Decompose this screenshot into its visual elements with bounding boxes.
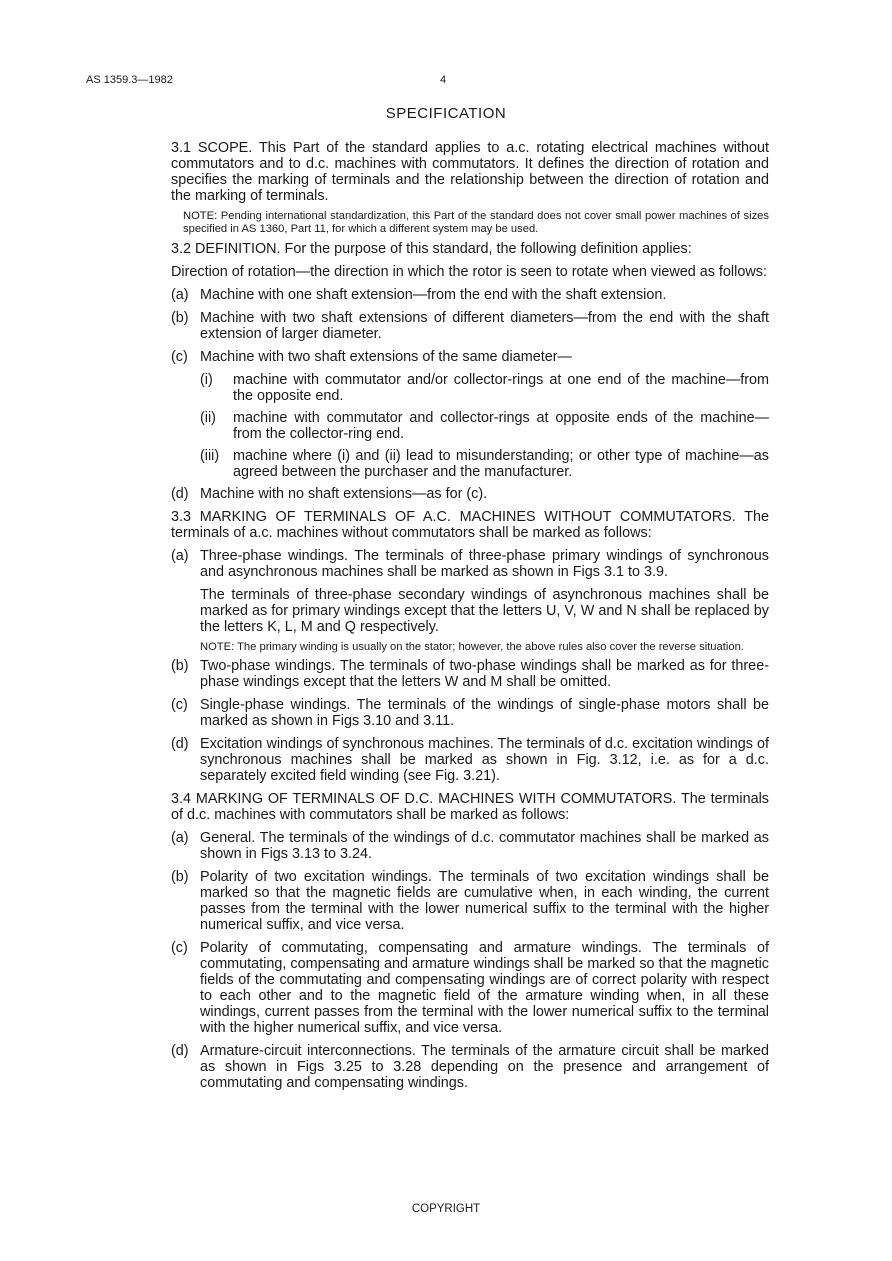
- list-item-text: Machine with two shaft extensions of different diameters—from the end with the shaft extension of larger diameter.: [200, 310, 769, 342]
- list-item-label: (c): [171, 940, 188, 956]
- list-item: [171, 287, 769, 303]
- sub-list-item-label: (iii): [200, 448, 220, 464]
- sub-list-item-text: machine with commutator and collector-rings at opposite ends of the machine—from the collector-ring end.: [233, 410, 769, 442]
- list-item: [171, 310, 769, 342]
- list-item: [171, 697, 769, 729]
- list-item-text: Three-phase windings. The terminals of three-phase primary windings of synchronous and asynchronous machines shall be marked as shown in Figs 3.1 to 3.9.: [200, 548, 769, 580]
- list-item-text: General. The terminals of the windings of d.c. commutator machines shall be marked as shown in Figs 3.13 to 3.24.: [200, 830, 769, 862]
- section-3-1-scope: 3.1 SCOPE. This Part of the standard applies to a.c. rotating electrical machines without commutators and to d.c. machines with commutators. It defines the direction of rotation and specifies the marking of terminals and the relationship between the direction of rotation and the marking of terminals.: [171, 140, 769, 204]
- section-3-3-a-paragraph: The terminals of three-phase secondary windings of asynchronous machines shall be marked as for primary windings except that the letters U, V, W and N shall be replaced by the letters K, L, M and Q respectively.: [200, 587, 769, 635]
- list-item-text: Machine with two shaft extensions of the same diameter—: [200, 349, 572, 365]
- sub-list-item: [200, 410, 769, 442]
- list-item-text: Armature-circuit interconnections. The terminals of the armature circuit shall be marked as shown in Figs 3.25 to 3.28 depending on the presence and arrangement of commutating and compensating windings.: [200, 1043, 769, 1091]
- list-item-label: (a): [171, 830, 189, 846]
- list-item-text: Single-phase windings. The terminals of the windings of single-phase motors shall be marked as shown in Figs 3.10 and 3.11.: [200, 697, 769, 729]
- running-header-standard: AS 1359.3—1982: [86, 74, 173, 86]
- section-3-4-heading: 3.4 MARKING OF TERMINALS OF D.C. MACHINES WITH COMMUTATORS. The terminals of d.c. machines with commutators shall be marked as follows:: [171, 791, 769, 823]
- page-number: 4: [440, 74, 447, 86]
- list-item-label: (b): [171, 869, 189, 885]
- list-item-text: Machine with no shaft extensions—as for (c).: [200, 486, 488, 502]
- sub-list-item: [200, 448, 769, 480]
- list-item-label: (a): [171, 548, 189, 564]
- page-title: SPECIFICATION: [385, 105, 507, 122]
- list-item-text: Polarity of commutating, compensating and armature windings. The terminals of commutating, compensating and armature windings shall be marked so that the magnetic fields of the commutating and compensating windings are of correct polarity with respect to each other and to the magnetic field of the armature winding when, in all these windings, current passes from the terminal with the lower numerical suffix to the terminal with the higher numerical suffix, and vice versa.: [200, 940, 769, 1036]
- list-item-label: (d): [171, 486, 189, 502]
- list-item-text: Machine with one shaft extension—from the end with the shaft extension.: [200, 287, 667, 303]
- section-3-3-a-note: NOTE: The primary winding is usually on the stator; however, the above rules also cover the reverse situation.: [200, 641, 744, 653]
- list-item: [171, 486, 769, 502]
- list-item: [171, 830, 769, 862]
- list-item: [171, 349, 769, 365]
- section-3-3-heading: 3.3 MARKING OF TERMINALS OF A.C. MACHINES WITHOUT COMMUTATORS. The terminals of a.c. machines without commutators shall be marked as follows:: [171, 509, 769, 541]
- list-item: [171, 940, 769, 1036]
- list-item-label: (d): [171, 1043, 189, 1059]
- list-item-label: (b): [171, 658, 189, 674]
- sub-list-item-label: (ii): [200, 410, 216, 426]
- list-item: [171, 658, 769, 690]
- list-item-text: Polarity of two excitation windings. The terminals of two excitation windings shall be marked so that the magnetic fields are cumulative when, in each winding, the current passes from the terminal with the lower numerical suffix to the terminal with the higher numerical suffix, and vice versa.: [200, 869, 769, 933]
- sub-list-item-label: (i): [200, 372, 213, 388]
- list-item: [171, 1043, 769, 1091]
- list-item: [171, 548, 769, 580]
- section-3-2-heading: 3.2 DEFINITION. For the purpose of this standard, the following definition applies:: [171, 241, 692, 257]
- list-item-text: Two-phase windings. The terminals of two-phase windings shall be marked as for three-phase windings except that the letters W and M shall be omitted.: [200, 658, 769, 690]
- document-body: [171, 140, 769, 1098]
- section-3-2-intro: Direction of rotation—the direction in which the rotor is seen to rotate when viewed as follows:: [171, 264, 767, 280]
- sub-list-item: [200, 372, 769, 404]
- section-3-1-note: NOTE: Pending international standardization, this Part of the standard does not cover small power machines of sizes specified in AS 1360, Part 11, for which a different system may be used.: [183, 210, 769, 235]
- list-item-label: (d): [171, 736, 189, 752]
- list-item-label: (c): [171, 349, 188, 365]
- list-item-label: (c): [171, 697, 188, 713]
- list-item-label: (b): [171, 310, 189, 326]
- list-item: [171, 869, 769, 933]
- list-item: [171, 736, 769, 784]
- list-item-text: Excitation windings of synchronous machines. The terminals of d.c. excitation windings of synchronous machines shall be marked as shown in Fig. 3.12, i.e. as for a d.c. separately excited field winding (see Fig. 3.21).: [200, 736, 769, 784]
- sub-list-item-text: machine with commutator and/or collector-rings at one end of the machine—from the opposite end.: [233, 372, 769, 404]
- list-item-label: (a): [171, 287, 189, 303]
- sub-list-item-text: machine where (i) and (ii) lead to misunderstanding; or other type of machine—as agreed between the purchaser and the manufacturer.: [233, 448, 769, 480]
- copyright-footer: COPYRIGHT: [411, 1203, 481, 1215]
